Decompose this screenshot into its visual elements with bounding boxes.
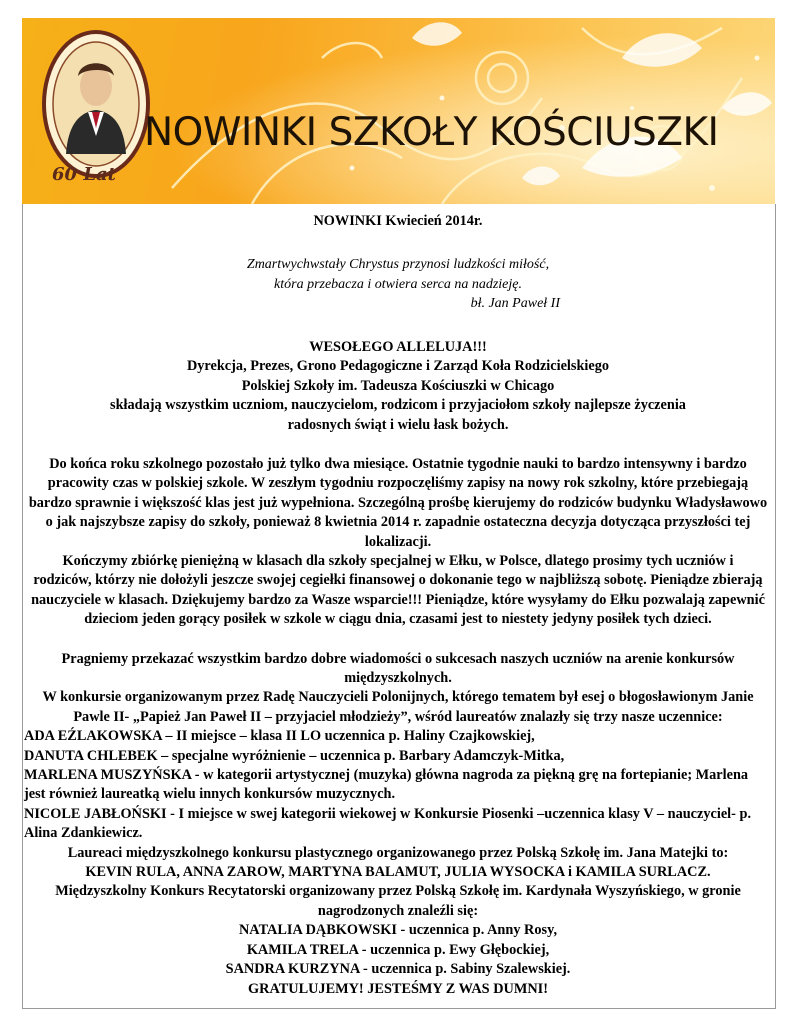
newsletter-body	[24, 206, 772, 999]
winner-entry: NICOLE JABŁOŃSKI - I miejsce w swej kategorii wiekowej w Konkursie Piosenki –uczennica klasy V – nauczyciel- p.	[24, 805, 752, 822]
paragraph-line: rodziców, którzy nie dołożyli jeszcze swojej cegiełki finansowej o dokonanie tego w najbliższą sobotę. Pieniądze zbierają	[33, 572, 763, 589]
winner-entry: ADA EŹLAKOWSKA – II miejsce – klasa II LO uczennica p. Haliny Czajkowskiej,	[24, 728, 535, 745]
art-contest-winners: KEVIN RULA, ANNA ZAROW, MARTYNA BALAMUT, JULIA WYSOCKA i KAMILA SURLACZ.	[85, 864, 711, 881]
quote-block	[24, 255, 772, 314]
paragraph-line: dzieciom jeden gorący posiłek w szkole w ciągu dnia, czasami jest to niestety jedyny posiłek tych dzieci.	[84, 611, 712, 628]
paragraph-line: Kończymy zbiórkę pieniężną w klasach dla szkoły specjalnej w Ełku, w Polsce, dlatego prosimy tych uczniów i	[62, 552, 734, 569]
fundraiser-paragraph	[24, 552, 772, 630]
easter-greeting	[24, 338, 772, 435]
newsletter-title: NOWINKI SZKOŁY KOŚCIUSZKI	[144, 110, 719, 155]
congratulations: GRATULUJEMY! JESTEŚMY Z WAS DUMNI!	[248, 980, 548, 997]
paragraph-line: o jak najszybsze zapisy do szkoły, ponieważ 8 kwietnia 2014 r. zapadnie ostateczna decyzja dotycząca przyszłości tej	[45, 514, 751, 531]
quote-line: która przebacza i otwiera serca na nadzieję.	[274, 276, 522, 292]
winner-entry: jest również laureatką wielu innych konkursów muzycznych.	[24, 786, 396, 803]
recitation-contest-line: nagrodzonych znaleźli się:	[317, 902, 479, 919]
paragraph-line: pracowity czas w polskiej szkole. W zeszłym tygodniu rozpoczęliśmy zapisy na nowy rok szkolny, które przebiegają	[47, 475, 749, 492]
issue-line: NOWINKI Kwiecień 2014r.	[313, 213, 483, 229]
recitation-winner: SANDRA KURZYNA - uczennica p. Sabiny Szalewskiej.	[225, 961, 571, 978]
greeting-line: radosnych świąt i wielu łask bożych.	[287, 416, 509, 433]
greeting-line: składają wszystkim uczniom, nauczycielom, rodzicom i przyjaciołom szkoły najlepsze życzenia	[110, 397, 686, 414]
recitation-winner: KAMILA TRELA - uczennica p. Ewy Głębockiej,	[246, 941, 550, 958]
paragraph-line: bardzo sprawnie i większość klas jest już wypełniona. Szczególną prośbę kierujemy do rodziców budynku Władysławowo	[28, 494, 768, 511]
quote-line: Zmartwychwstały Chrystus przynosi ludzkości miłość,	[246, 257, 550, 273]
paragraph-line: nauczyciele w klasach. Dziękujemy bardzo za Wasze wsparcie!!! Pieniądze, które wysyłamy do Ełku pozwalają zapewnić	[31, 591, 765, 608]
winner-entry: DANUTA CHLEBEK – specjalne wyróżnienie – uczennica p. Barbary Adamczyk-Mitka,	[24, 747, 565, 764]
winner-entry: Alina Zdankiewicz.	[24, 825, 143, 842]
greeting-line: Polskiej Szkoły im. Tadeusza Kościuszki w Chicago	[241, 377, 555, 394]
quote-author: bł. Jan Paweł II	[470, 296, 560, 312]
recitation-winner: NATALIA DĄBKOWSKI - uczennica p. Anny Rosy,	[238, 922, 558, 939]
paragraph-line: Do końca roku szkolnego pozostało już tylko dwa miesiące. Ostatnie tygodnie nauki to bardzo intensywny i bardzo	[49, 455, 747, 472]
enrollment-paragraph	[24, 455, 772, 552]
greeting-heading: WESOŁEGO ALLELUJA!!!	[309, 338, 487, 355]
art-contest-line: Laureaci międzyszkolnego konkursu plastycznego organizowanego przez Polską Szkołę im. Jana Matejki to:	[67, 844, 729, 861]
seal-year-label: 60 Lat	[52, 164, 116, 185]
header-banner	[22, 18, 775, 204]
winner-entry: MARLENA MUSZYŃSKA - w kategorii artystycznej (muzyka) główna nagroda za piękną grę na fortepianie; Marlena	[24, 767, 749, 784]
contests-intro: międzyszkolnych.	[344, 670, 452, 686]
contests-intro: Pragniemy przekazać wszystkim bardzo dobre wiadomości o sukcesach naszych uczniów na arenie konkursów	[61, 650, 735, 667]
essay-contest-line: Pawle II- „Papież Jan Paweł II – przyjaciel młodzieży”, wśród laureatów znalazły się trzy nasze uczennice:	[73, 708, 723, 725]
recitation-contest-line: Międzyszkolny Konkurs Recytatorski organizowany przez Polską Szkołę im. Kardynała Wyszyńskiego, w gronie	[55, 883, 741, 900]
contests-section	[24, 650, 772, 999]
paragraph-line: lokalizacji.	[364, 533, 432, 550]
greeting-line: Dyrekcja, Prezes, Grono Pedagogiczne i Zarząd Koła Rodzicielskiego	[186, 358, 610, 375]
essay-contest-line: W konkursie organizowanym przez Radę Nauczycieli Polonijnych, którego tematem był esej o błogosławionym Janie	[42, 689, 754, 706]
